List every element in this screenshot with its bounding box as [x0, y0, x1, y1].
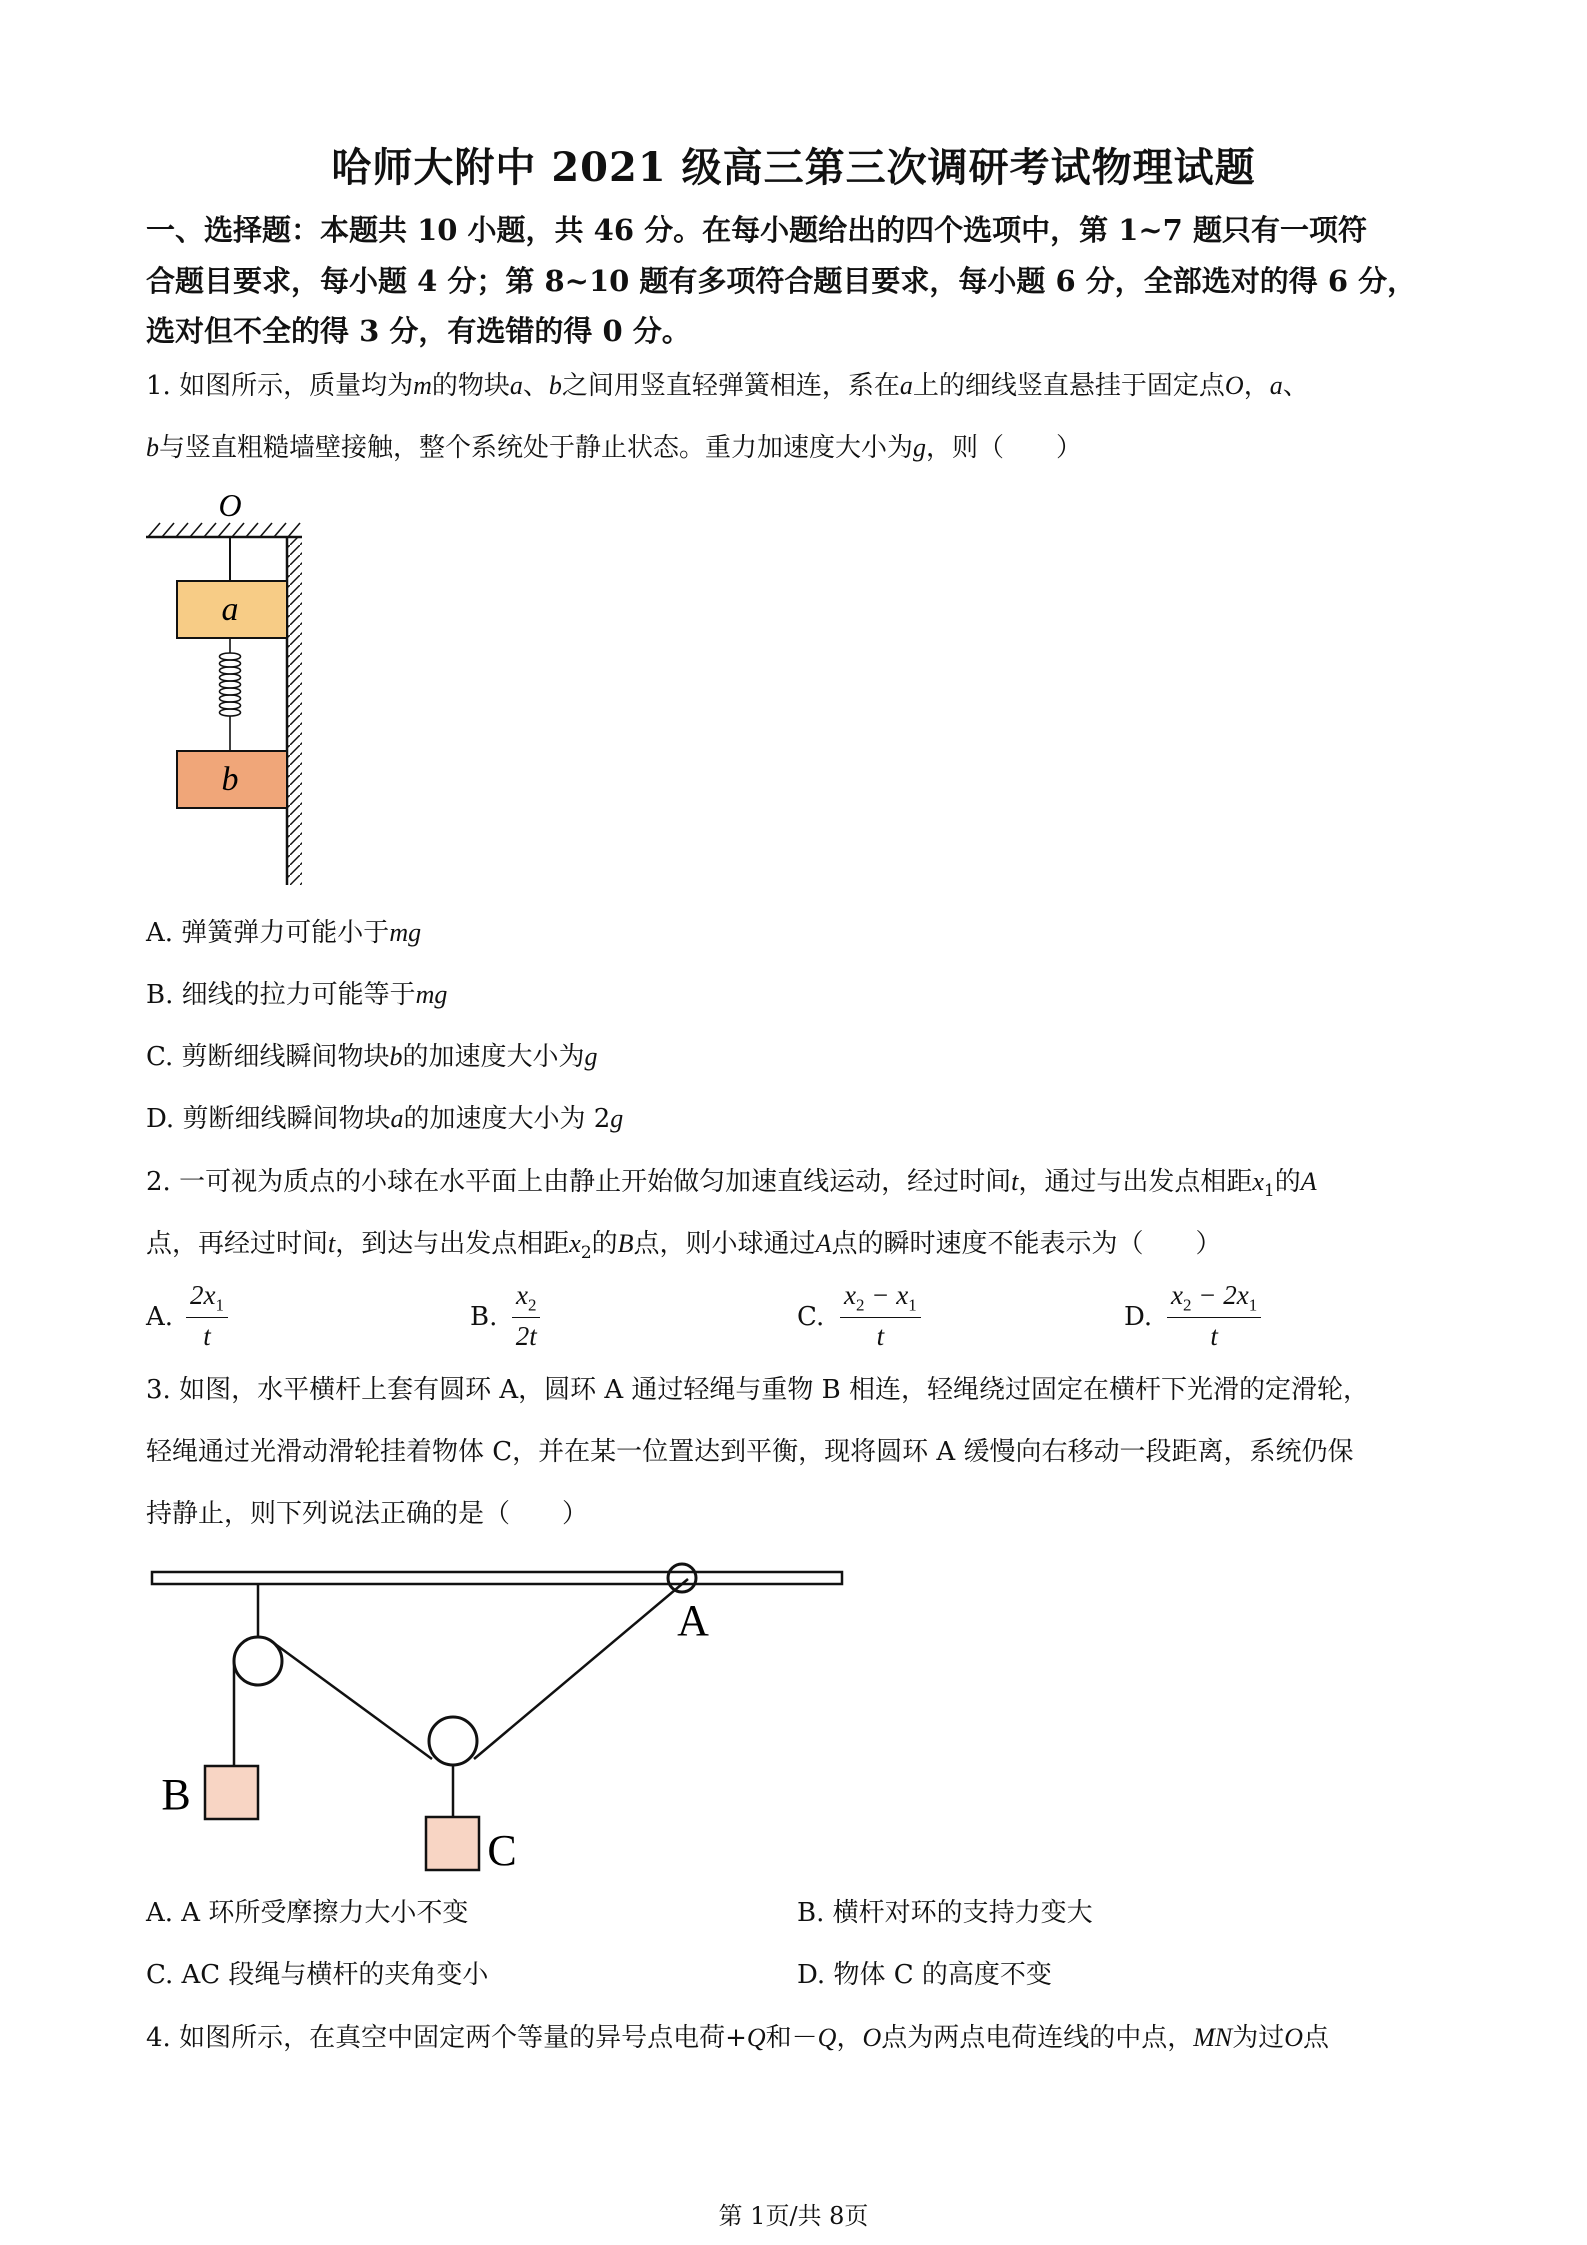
q3-figure [140, 1545, 860, 1885]
block-a-label: a [221, 591, 239, 628]
object-C-label: C [487, 1826, 517, 1875]
block-b-label: b [221, 761, 239, 798]
q3-option-a: A. A 环所受摩擦力大小不变 [146, 1898, 469, 1928]
spring [220, 638, 241, 751]
q3-option-c: C. AC 段绳与横杆的夹角变小 [146, 1960, 489, 1990]
weight-B-label: B [161, 1770, 191, 1819]
section-instructions-line-1: 一、选择题：本题共 10 小题，共 46 分。在每小题给出的四个选项中，第 1~7 题只有一项符 [146, 213, 1367, 247]
q3-stem-line-3: 持静止，则下列说法正确的是（ ） [146, 1499, 589, 1529]
horizontal-rod [152, 1572, 842, 1584]
q1-stem-line-1: 1. 如图所示，质量均为m的物块a、b之间用竖直轻弹簧相连，系在a上的细线竖直悬挂于固定点O，a、 [146, 371, 1309, 401]
q1-option-c: C. 剪断细线瞬间物块b的加速度大小为g [146, 1042, 598, 1072]
q4-stem-line-1: 4. 如图所示，在真空中固定两个等量的异号点电荷+Q和－Q，O点为两点电荷连线的中点，MN为过O点 [146, 2023, 1330, 2053]
q2-option-a-label: A. [146, 1302, 174, 1332]
section-instructions-line-3: 选对但不全的得 3 分，有选错的得 0 分。 [146, 314, 691, 348]
q2-option-d-label: D. [1124, 1302, 1153, 1332]
q3-option-d: D. 物体 C 的高度不变 [797, 1960, 1052, 1990]
page-footer: 第 1页/共 8页 [718, 2202, 869, 2230]
rope-to-C-left [271, 1641, 432, 1759]
q2-option-a-fraction: $\frac{2x_1}{t}$ [186, 1280, 228, 1352]
point-O-label: O [218, 487, 242, 523]
movable-pulley [429, 1717, 477, 1765]
weight-B [205, 1766, 258, 1819]
q1-stem-line-2: b与竖直粗糙墙壁接触，整个系统处于静止状态。重力加速度大小为g，则（ ） [146, 433, 1083, 463]
q2-option-c-label: C. [797, 1302, 825, 1332]
q2-stem-line-2: 点，再经过时间t，到达与出发点相距$x_2$的B点，则小球通过A点的瞬时速度不能表示为（ ） [146, 1229, 1222, 1264]
section-instructions-line-2: 合题目要求，每小题 4 分；第 8~10 题有多项符合题目要求，每小题 6 分，全部选对的得 6 分， [146, 264, 1417, 298]
ceiling [146, 523, 302, 537]
q1-option-b: B. 细线的拉力可能等于mg [146, 980, 448, 1010]
q1-option-a: A. 弹簧弹力可能小于mg [146, 918, 422, 948]
q2-option-c-fraction: $\frac{x_2 - x_1}{t}$ [840, 1280, 921, 1352]
rope-to-A [474, 1579, 688, 1759]
q3-option-b: B. 横杆对环的支持力变大 [797, 1898, 1093, 1928]
page-title: 哈师大附中 2021 级高三第三次调研考试物理试题 [331, 144, 1256, 191]
q2-option-b-label: B. [470, 1302, 498, 1332]
ring-A-label: A [677, 1596, 709, 1645]
q2-stem-line-1: 2. 一可视为质点的小球在水平面上由静止开始做匀加速直线运动，经过时间t，通过与出发点相距$x_1$的A [146, 1167, 1317, 1202]
q1-figure [140, 485, 320, 890]
q3-stem-line-1: 3. 如图，水平横杆上套有圆环 A，圆环 A 通过轻绳与重物 B 相连，轻绳绕过固定在横杆下光滑的定滑轮， [146, 1375, 1370, 1405]
wall [287, 537, 302, 885]
q3-stem-line-2: 轻绳通过光滑动滑轮挂着物体 C，并在某一位置达到平衡，现将圆环 A 缓慢向右移动一段距离，系统仍保 [146, 1437, 1354, 1467]
q2-option-b-fraction: $\frac{x_2}{2t}$ [512, 1280, 540, 1352]
q2-option-d-fraction: $\frac{x_2 - 2x_1}{t}$ [1167, 1280, 1261, 1352]
q1-option-d: D. 剪断细线瞬间物块a的加速度大小为 2g [146, 1104, 624, 1134]
object-C [426, 1817, 479, 1870]
